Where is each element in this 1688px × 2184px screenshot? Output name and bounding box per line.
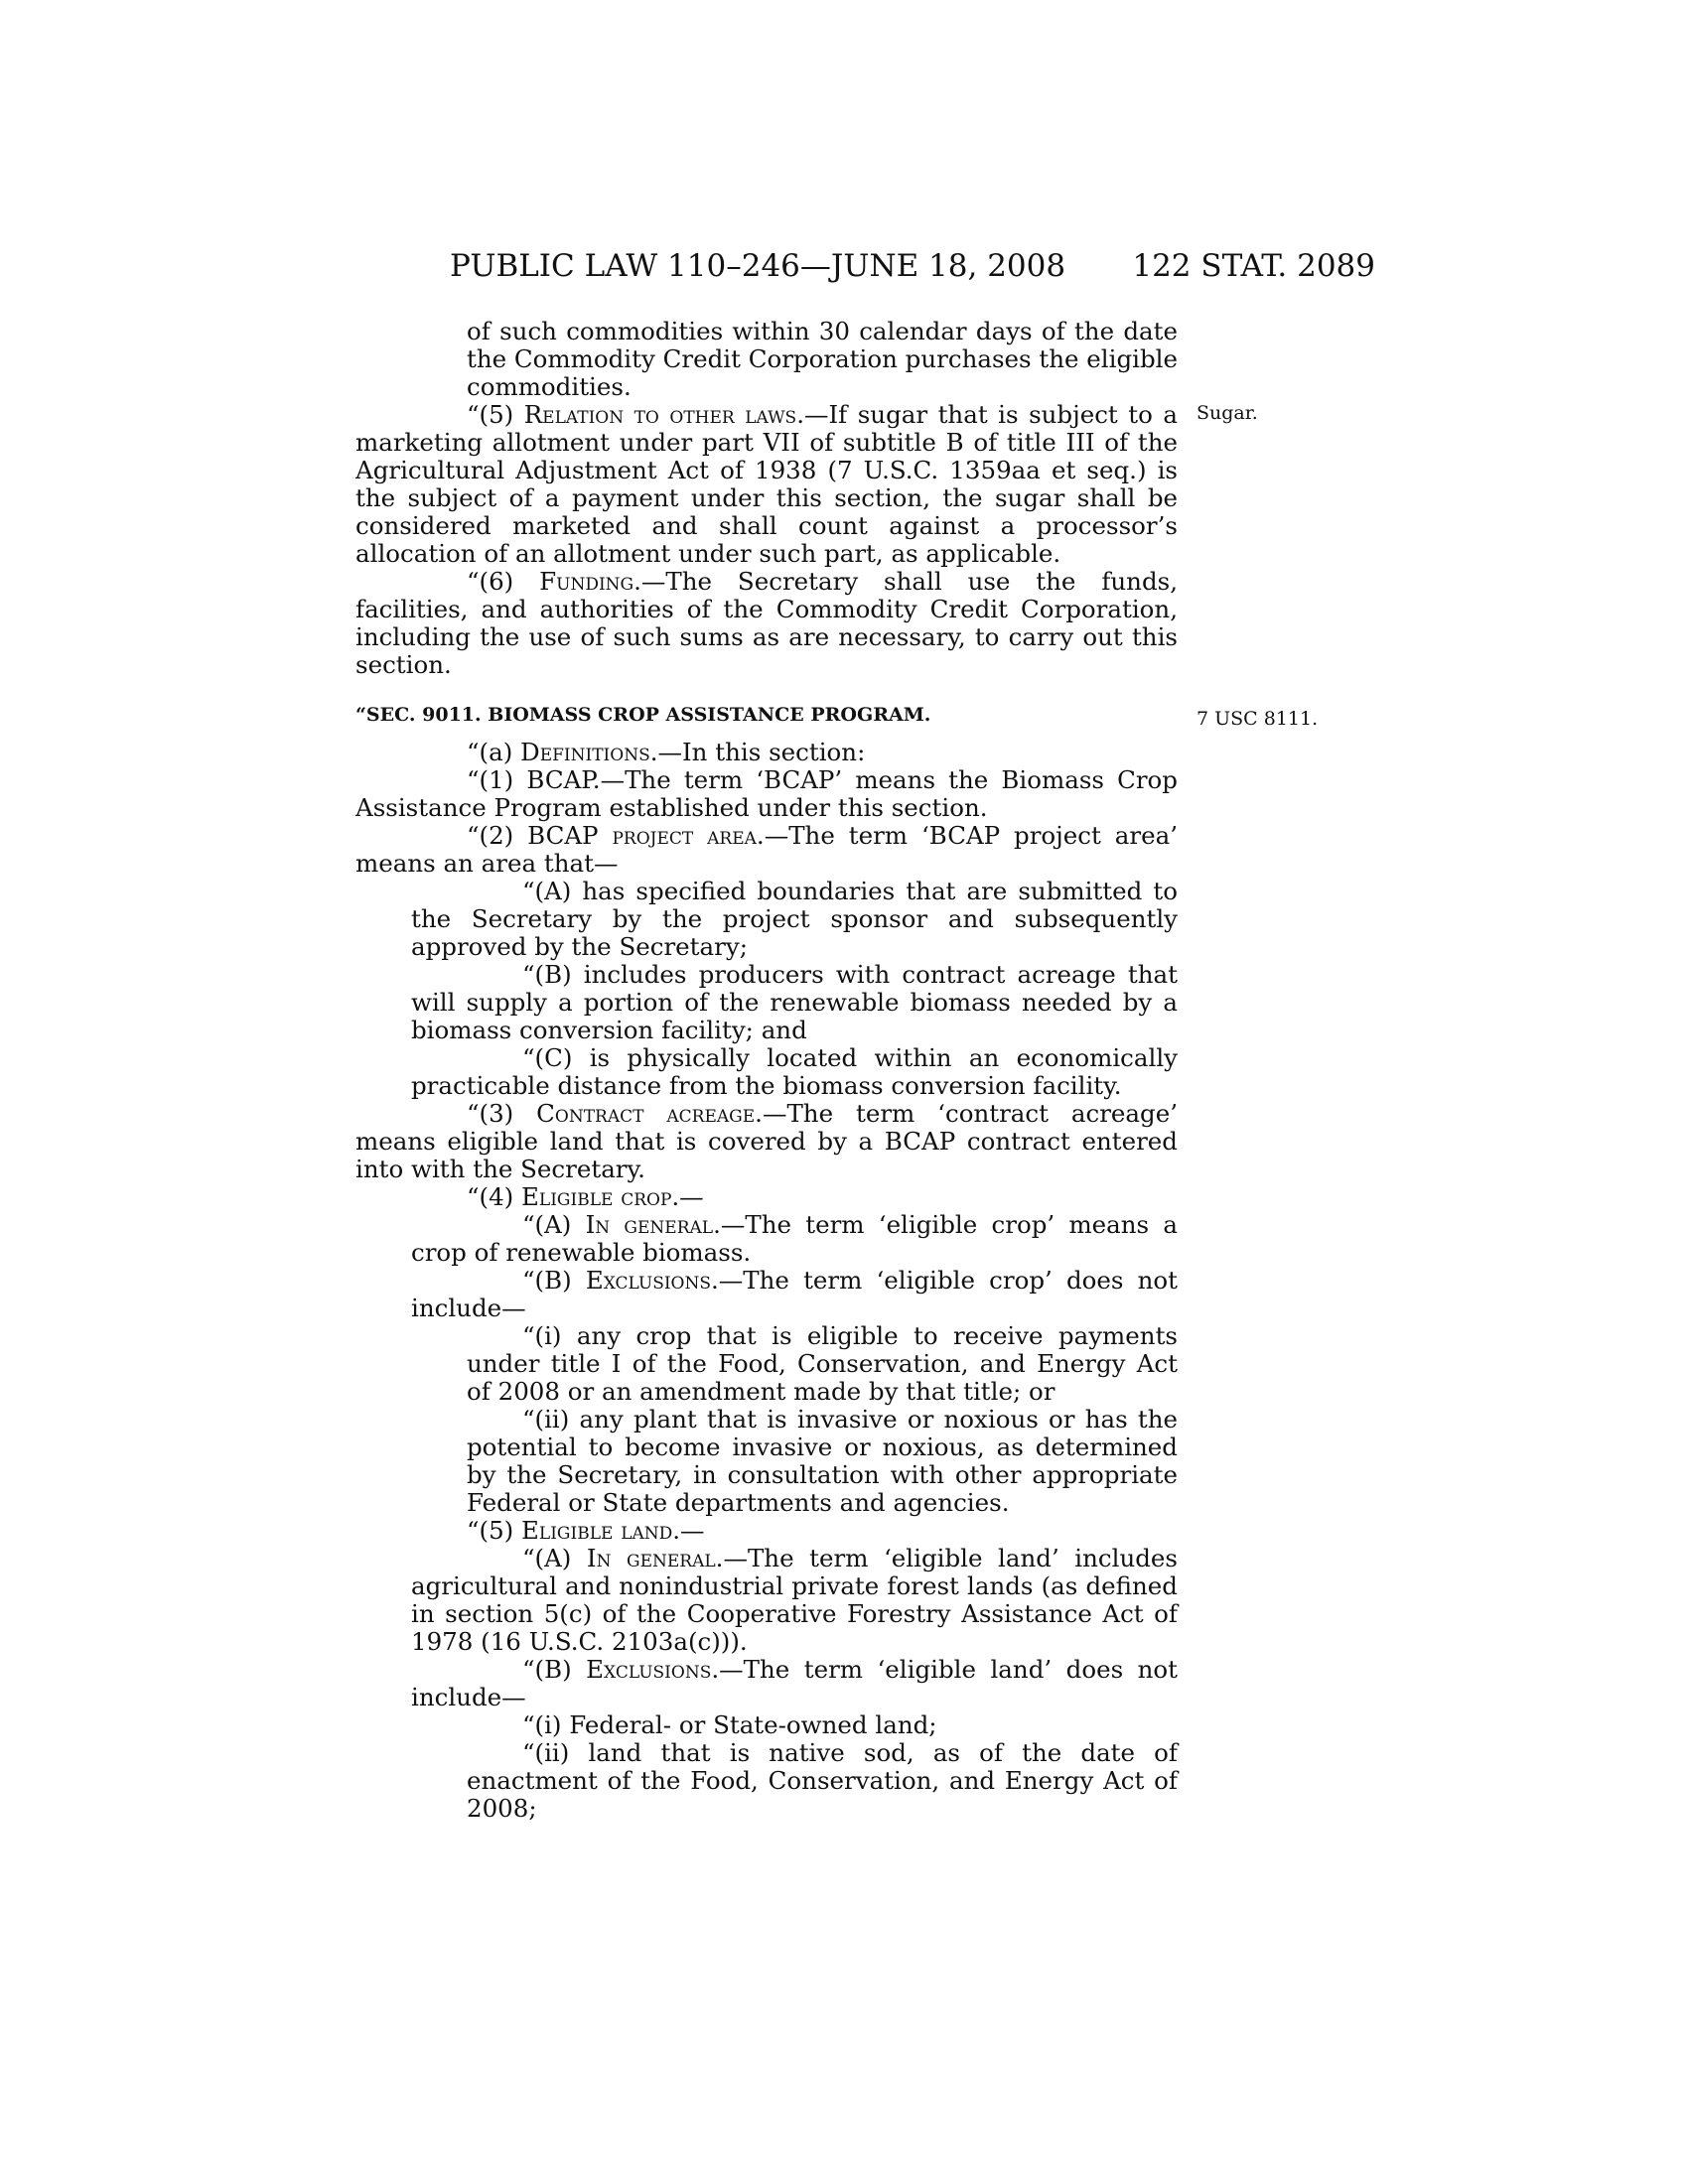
para-text: .—If sugar that is subject to a marketing allotment under part VII of subtitle B of title III of the Agricultural Adjustment Act of 1938 (7 U.S.C. 1359aa et seq.) is the subject of a payment under this section, the sugar shall be considered marketed and shall count against a processor’s allocation of an allotment under such part, as applicable.	[355, 400, 1178, 568]
clause-4B-ii: “(ii) any plant that is invasive or noxious or has the potential to become invasive or noxious, as determined by the Secretary, in consultation with other appropriate Federal or State departments and agencies.	[467, 1405, 1178, 1517]
para-number: “(A)	[522, 1544, 587, 1572]
para-number: “(5)	[467, 400, 524, 429]
para-number: “(A)	[522, 1210, 586, 1239]
document-body	[355, 318, 1178, 1823]
para-text: .—The term ‘eligible crop’ does not include—	[411, 1266, 1179, 1322]
para-text: .—The term ‘eligible land’ includes agricultural and nonindustrial private forest lands (as defined in section 5(c) of the Cooperative Forestry Assistance Act of 1978 (16 U.S.C. 2103a(c))).	[411, 1544, 1179, 1656]
para-heading: Eligible crop	[521, 1182, 672, 1211]
para-heading: Relation to other laws	[523, 400, 797, 429]
clause-5B-ii: “(ii) land that is native sod, as of the date of enactment of the Food, Conservation, and Energy Act of 2008;	[467, 1738, 1178, 1823]
definition-1-bcap	[355, 766, 1178, 822]
para-number: “(B)	[522, 1266, 586, 1295]
para-text: .—In this section:	[649, 738, 866, 766]
para-text: .—The term ‘eligible land’ does not include—	[411, 1655, 1179, 1711]
paragraph-continuation: of such commodities within 30 calendar days of the date the Commodity Credit Corporation purchases the eligible commodities.	[467, 317, 1179, 401]
clause-2C: “(C) is physically located within an economically practicable distance from the biomass conversion facility.	[411, 1043, 1178, 1100]
clause-2B: “(B) includes producers with contract acreage that will supply a portion of the renewable biomass needed by a biomass conversion facility; and	[411, 960, 1178, 1044]
para-text: .—The term ‘BCAP project area’ means an area that—	[355, 821, 1178, 878]
para-heading: Eligible land	[521, 1516, 673, 1545]
para-heading: Exclusions	[586, 1655, 712, 1684]
para-text: .—The term ‘contract acreage’ means eligible land that is covered by a BCAP contract entered into with the Secretary.	[355, 1099, 1178, 1183]
definition-5-eligible-land	[355, 1517, 1178, 1545]
margin-note-usc: 7 USC 8111.	[1196, 708, 1319, 730]
para-number: “(B)	[522, 1655, 587, 1684]
para-heading: Funding	[539, 567, 634, 596]
para-text: .—	[671, 1182, 704, 1211]
definition-2-project-area	[355, 822, 1178, 878]
para-heading: Exclusions	[585, 1266, 712, 1295]
margin-note-sugar: Sugar.	[1196, 402, 1258, 424]
para-number: “(1) BCAP	[467, 765, 593, 794]
para-text: .—	[672, 1516, 705, 1545]
para-number: “(6)	[467, 567, 540, 596]
section-heading: “SEC. 9011. BIOMASS CROP ASSISTANCE PROGRAM.	[355, 704, 931, 726]
para-number: “(a)	[467, 738, 521, 766]
para-heading: In general	[585, 1210, 714, 1239]
header-stat-page: 122 STAT. 2089	[1132, 248, 1375, 284]
para-number: “(4)	[467, 1182, 522, 1211]
para-text: .—The Secretary shall use the funds, facilities, and authorities of the Commodity Credit Corporation, including the use of such sums as are necessary, to carry out this section.	[355, 567, 1178, 679]
para-text: .—The term ‘eligible crop’ means a crop of renewable biomass.	[411, 1210, 1178, 1267]
definition-4-eligible-crop	[355, 1183, 1178, 1211]
definition-3-contract-acreage	[355, 1100, 1178, 1183]
subsection-a	[355, 739, 1178, 766]
para-number: “(3)	[467, 1099, 537, 1128]
running-header	[450, 246, 1375, 286]
para-heading: Contract acreage	[536, 1099, 756, 1128]
header-public-law: PUBLIC LAW 110–246—JUNE 18, 2008	[450, 248, 1066, 284]
para-heading: project area	[612, 821, 757, 850]
clause-5B	[355, 1656, 1178, 1711]
clause-5A	[355, 1545, 1178, 1656]
clause-4A	[355, 1211, 1178, 1267]
clause-5B-i: “(i) Federal- or State-owned land;	[522, 1710, 937, 1739]
para-heading: Definitions	[520, 738, 650, 766]
para-heading: In general	[586, 1544, 716, 1572]
paragraph-6-funding	[355, 568, 1178, 679]
clause-4B	[355, 1267, 1178, 1322]
clause-2A: “(A) has specified boundaries that are submitted to the Secretary by the project sponsor and subsequently approved by the Secretary;	[411, 877, 1178, 961]
para-number: “(5)	[467, 1516, 522, 1545]
para-text: .—The term ‘BCAP’ means the Biomass Crop Assistance Program established under this section.	[355, 765, 1178, 822]
clause-4B-i: “(i) any crop that is eligible to receive payments under title I of the Food, Conservation, and Energy Act of 2008 or an amendment made by that title; or	[467, 1321, 1178, 1406]
paragraph-5-relation	[355, 401, 1178, 568]
para-number: “(2) BCAP	[467, 821, 613, 850]
